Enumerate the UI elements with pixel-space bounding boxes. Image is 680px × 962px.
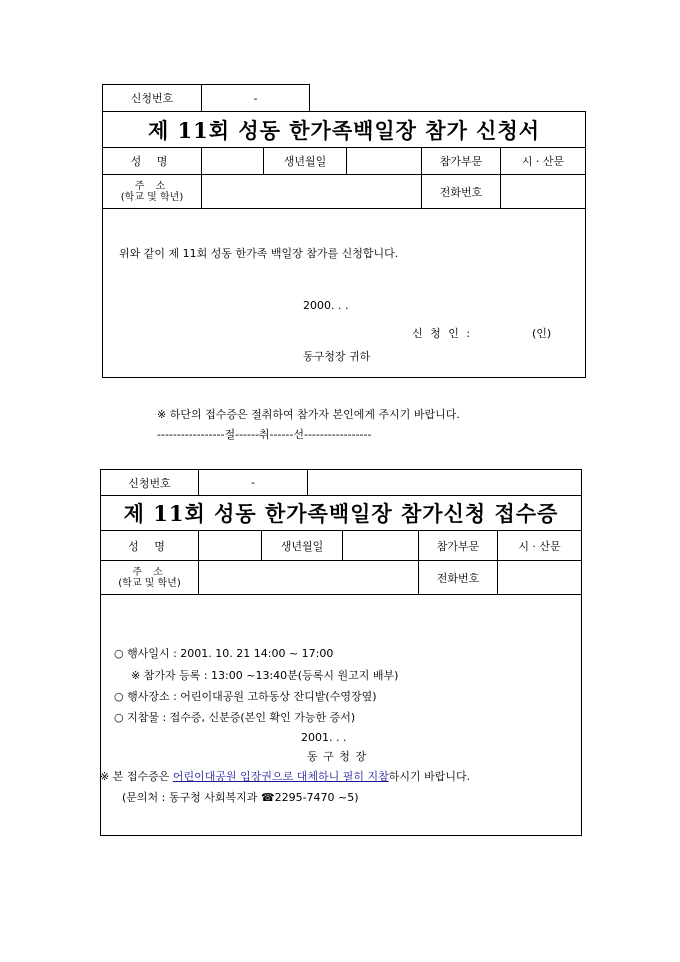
- event-date: ○ 행사일시 : 2001. 10. 21 14:00 ~ 17:00: [114, 647, 334, 660]
- receipt-date: 2001. . .: [301, 731, 347, 744]
- name-label: 성 명: [130, 155, 174, 168]
- receipt-app-number-label: 신청번호: [128, 476, 171, 490]
- applicant-label: 신 청 인 :: [412, 327, 473, 340]
- receipt-name-label-cell: [100, 530, 199, 561]
- receipt-division-value: 시 · 산문: [518, 539, 561, 553]
- receipt-name-label: 성 명: [128, 539, 171, 553]
- address-label: 주 소: [134, 180, 170, 192]
- phone-label-cell: [421, 174, 501, 209]
- name-input-cell[interactable]: [201, 147, 264, 175]
- address-label-cell: [102, 174, 202, 209]
- issuer: 동 구 청 장: [307, 750, 367, 763]
- items-to-bring: ○ 지참물 : 접수증, 신분증(본인 확인 가능한 증서): [114, 711, 356, 724]
- receipt-division-value-cell: [497, 530, 582, 561]
- application-date: 2000. . .: [303, 299, 349, 312]
- phone-input-cell[interactable]: [500, 174, 586, 209]
- receipt-name-input-cell[interactable]: [198, 530, 262, 561]
- receipt-app-number-label-cell: [100, 469, 199, 496]
- receipt-address-input-cell[interactable]: [198, 560, 419, 595]
- receipt-address-label: 주 소: [132, 566, 167, 578]
- app-number-label: 신청번호: [130, 92, 174, 105]
- receipt-birth-label: 생년월일: [280, 539, 324, 553]
- birth-label: 생년월일: [283, 155, 327, 168]
- address-sublabel: (학교 및 학년): [120, 191, 184, 203]
- registration-info: ※ 참가자 등록 : 13:00 ~13:40분(등록시 원고지 배부): [131, 669, 399, 682]
- division-label-cell: [421, 147, 501, 175]
- form-title-cell: [102, 111, 586, 148]
- receipt-top-right-cell: [307, 469, 582, 496]
- birth-input-cell[interactable]: [346, 147, 422, 175]
- division-value: 시 · 산문: [521, 155, 565, 168]
- address-input-cell[interactable]: [201, 174, 422, 209]
- event-venue: ○ 행사장소 : 어린이대공원 고하동상 잔디밭(수영장옆): [114, 690, 377, 703]
- receipt-phone-input-cell[interactable]: [497, 560, 582, 595]
- receipt-notice-link[interactable]: 어린이대공원 입장권으로 대체하니 필히 지참: [172, 770, 389, 783]
- statement-text: 위와 같이 제 11회 성동 한가족 백일장 참가를 신청합니다.: [119, 247, 399, 260]
- receipt-app-number-value: -: [251, 476, 255, 489]
- receipt-notice-suffix: 하시기 바랍니다.: [388, 770, 471, 783]
- receipt-address-label-cell: [100, 560, 199, 595]
- name-label-cell: [102, 147, 202, 175]
- addressee: 동구청장 귀하: [303, 350, 371, 363]
- receipt-phone-label: 전화번호: [436, 571, 480, 585]
- cut-notice: ※ 하단의 접수증은 절취하여 참가자 본인에게 주시기 바랍니다.: [157, 408, 460, 421]
- form-title: 제 11회 성동 한가족백일장 참가 신청서: [147, 117, 541, 143]
- receipt-notice: [100, 768, 470, 784]
- app-number-value-cell[interactable]: [201, 84, 310, 112]
- division-label: 참가부문: [439, 155, 483, 168]
- app-number-label-cell: [102, 84, 202, 112]
- receipt-app-number-value-cell[interactable]: [198, 469, 308, 496]
- contact-info: (문의처 : 동구청 사회복지과 ☎2295-7470 ~5): [122, 791, 359, 804]
- phone-label: 전화번호: [439, 185, 483, 199]
- receipt-division-label: 참가부문: [436, 539, 480, 553]
- cut-line: -----------------절------취------선-----------------: [157, 428, 372, 441]
- division-value-cell: [500, 147, 586, 175]
- receipt-division-label-cell: [418, 530, 498, 561]
- seal-mark: (인): [532, 327, 552, 340]
- receipt-notice-prefix: ※ 본 접수증은: [100, 770, 173, 783]
- receipt-title-cell: [100, 495, 582, 531]
- app-number-value: -: [253, 91, 258, 105]
- receipt-birth-input-cell[interactable]: [342, 530, 419, 561]
- receipt-phone-label-cell: [418, 560, 498, 595]
- receipt-birth-label-cell: [261, 530, 343, 561]
- birth-label-cell: [263, 147, 347, 175]
- receipt-address-sublabel: (학교 및 학년): [118, 577, 181, 589]
- receipt-title: 제 11회 성동 한가족백일장 참가신청 접수증: [123, 501, 559, 526]
